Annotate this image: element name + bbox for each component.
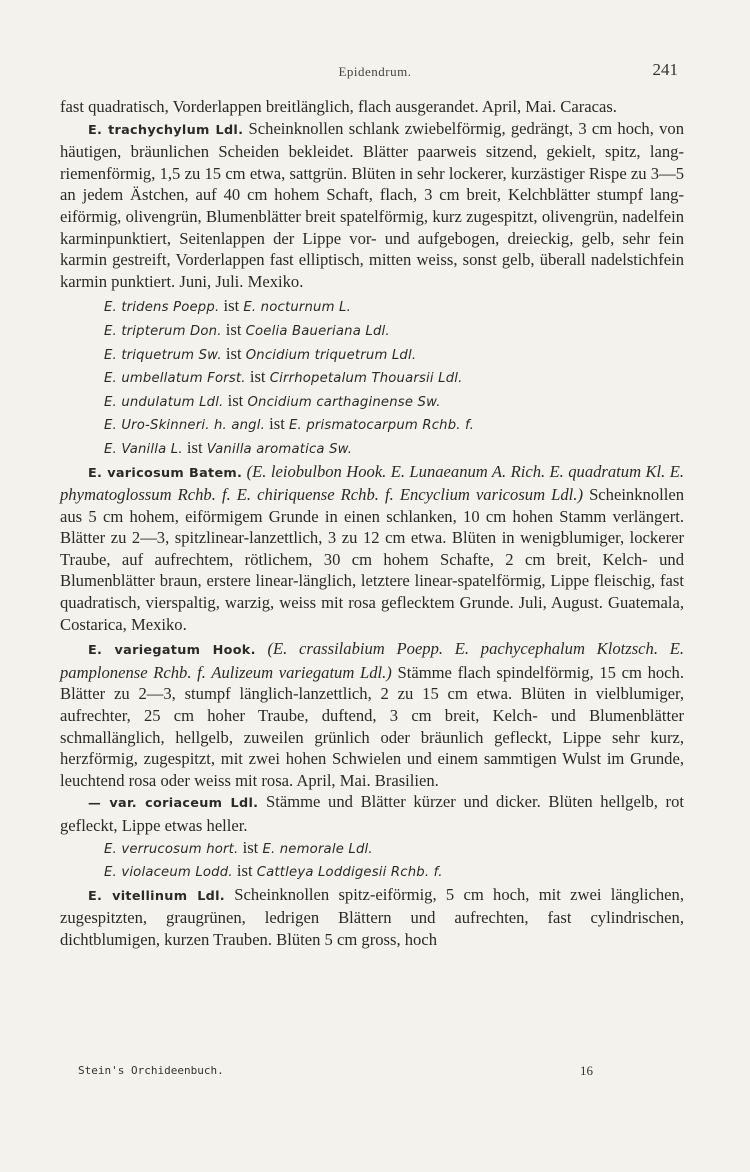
running-header: Epidendrum. [338, 64, 412, 79]
species-name: E. vitellinum Ldl. [88, 888, 225, 904]
footer-book-title: Stein's Orchideenbuch. [78, 1064, 224, 1077]
species-description: Stämme flach spindelförmig, 15 cm hoch. Blätter zu 2—3, stumpf länglich-lanzettlich, 2 zu 15 cm etwa. Blüten in vielblumiger, aufrechter, 25 cm hoher Traube, duftend, 3 cm breit, Kelch- und Blumenblätter schmallänglich, hellgelb, zuweilen grünlich oder bräunlich gefleckt, Lippe sehr kurz, herzförmig, zugespitzt, mit zwei hohen Schwielen und einem sammtigen Wulst im Grunde, leuchtend rosa oder weiss mit rosa. April, Mai. Brasilien. [60, 662, 684, 790]
species-description: Scheinknollen schlank zwiebelförmig, gedrängt, 3 cm hoch, von häutigen, bräunlichen Scheiden bekleidet. Blätter paarweis sitzend, gekielt, spitz, lang-riemenförmig, 1,5 zu 15 cm etwa, sattgrün. Blüten in sehr lockerer, kurzästiger Rispe zu 3—5 an jedem Ästchen, auf 40 cm hohem Schaft, flach, 3 cm breit, Kelchblätter stumpf lang-eiförmig, olivengrün, Blumenblätter breit spatelförmig, kurz zugespitzt, olivengrün, nadelfein karminpunktiert, Seitenlappen der Lippe vor- und aufgebogen, dreieckig, gelb, sehr fein karmin gestreift, Vorderlappen fast elliptisch, mitten weiss, sonst gelb, überall nadelstichfein karmin punktiert. Juni, Juli. Mexiko. [60, 118, 684, 291]
entry-varicosum [60, 461, 684, 636]
cross-reference: E. tripterum Don. ist Coelia Baueriana Ldl. [104, 319, 390, 339]
entry-variety-coriaceum [60, 791, 684, 836]
page-body [60, 96, 684, 951]
cross-reference: E. Uro-Skinneri. h. angl. ist E. prismatocarpum Rchb. f. [104, 414, 475, 434]
cross-reference: E. verrucosum hort. ist E. nemorale Ldl. [104, 837, 373, 857]
cross-reference: E. umbellatum Forst. ist Cirrhopetalum Thouarsii Ldl. [104, 367, 463, 387]
species-name: E. variegatum Hook. [88, 643, 256, 659]
cross-reference: E. Vanilla L. ist Vanilla aromatica Sw. [104, 437, 353, 457]
cross-reference: E. undulatum Ldl. ist Oncidium carthaginense Sw. [104, 390, 441, 410]
page-number: 241 [652, 60, 678, 79]
cross-reference: E. violaceum Lodd. ist Cattleya Loddigesii Rchb. f. [104, 861, 443, 881]
variety-description: Stämme und Blätter kürzer und dicker. Blüten hellgelb, rot gefleckt, Lippe etwas heller. [60, 792, 684, 835]
entry-trachychylum [60, 118, 684, 293]
species-name: E. trachychylum Ldl. [88, 122, 244, 138]
synonyms: (E. leiobulbon Hook. E. Lunaeanum A. Rich. E. quadratum Kl. E. phymatoglossum Rchb. f. E. chiriquense Rchb. f. Encyclium varicosum Ldl.) [60, 461, 684, 505]
paragraph-continuation: fast quadratisch, Vorderlappen breitlänglich, flach ausgerandet. April, Mai. Caracas. [60, 97, 617, 116]
cross-reference-list-1 [60, 295, 684, 460]
entry-variegatum [60, 638, 684, 791]
variety-name: — var. coriaceum Ldl. [88, 796, 259, 812]
species-description: Scheinknollen aus 5 cm hohem, eiförmigem Grunde in einen schlanken, 10 cm hohen Stamm verlängert. Blätter zu 2—3, spitzlinear-lanzettlich, 3 zu 12 cm etwa. Blüten in wenigblumiger, lockerer Traube, auf aufrechtem, rötlichem, 30 cm hohem Schafte, 2 cm breit, Kelch- und Blumenblätter braun, erstere linear-länglich, letztere linear-spatelförmig, Lippe fleischig, fast quadratisch, vierspaltig, warzig, weiss mit rosa geflecktem Grunde. Juli, August. Guatemala, Costarica, Mexiko. [60, 485, 684, 634]
synonyms: (E. crassilabium Poepp. E. pachycephalum Klotzsch. E. pamplonense Rchb. f. Aulizeum variegatum Ldl.) [60, 639, 684, 682]
cross-reference: E. tridens Poepp. ist E. nocturnum L. [104, 296, 351, 316]
species-description: Scheinknollen spitz-eiförmig, 5 cm hoch, mit zwei länglichen, zugespitzten, graugrünen, ledrigen Blättern und aufrechten, fast cylindrischen, dichtblumigen, kurzen Trauben. Blüten 5 cm gross, hoch [60, 884, 684, 949]
footer-sheet-number: 16 [580, 1063, 593, 1078]
cross-reference: E. triquetrum Sw. ist Oncidium triquetrum Ldl. [104, 343, 417, 363]
species-name: E. varicosum Batem. [88, 465, 243, 481]
cross-reference-list-2 [60, 837, 684, 884]
entry-vitellinum [60, 884, 684, 951]
